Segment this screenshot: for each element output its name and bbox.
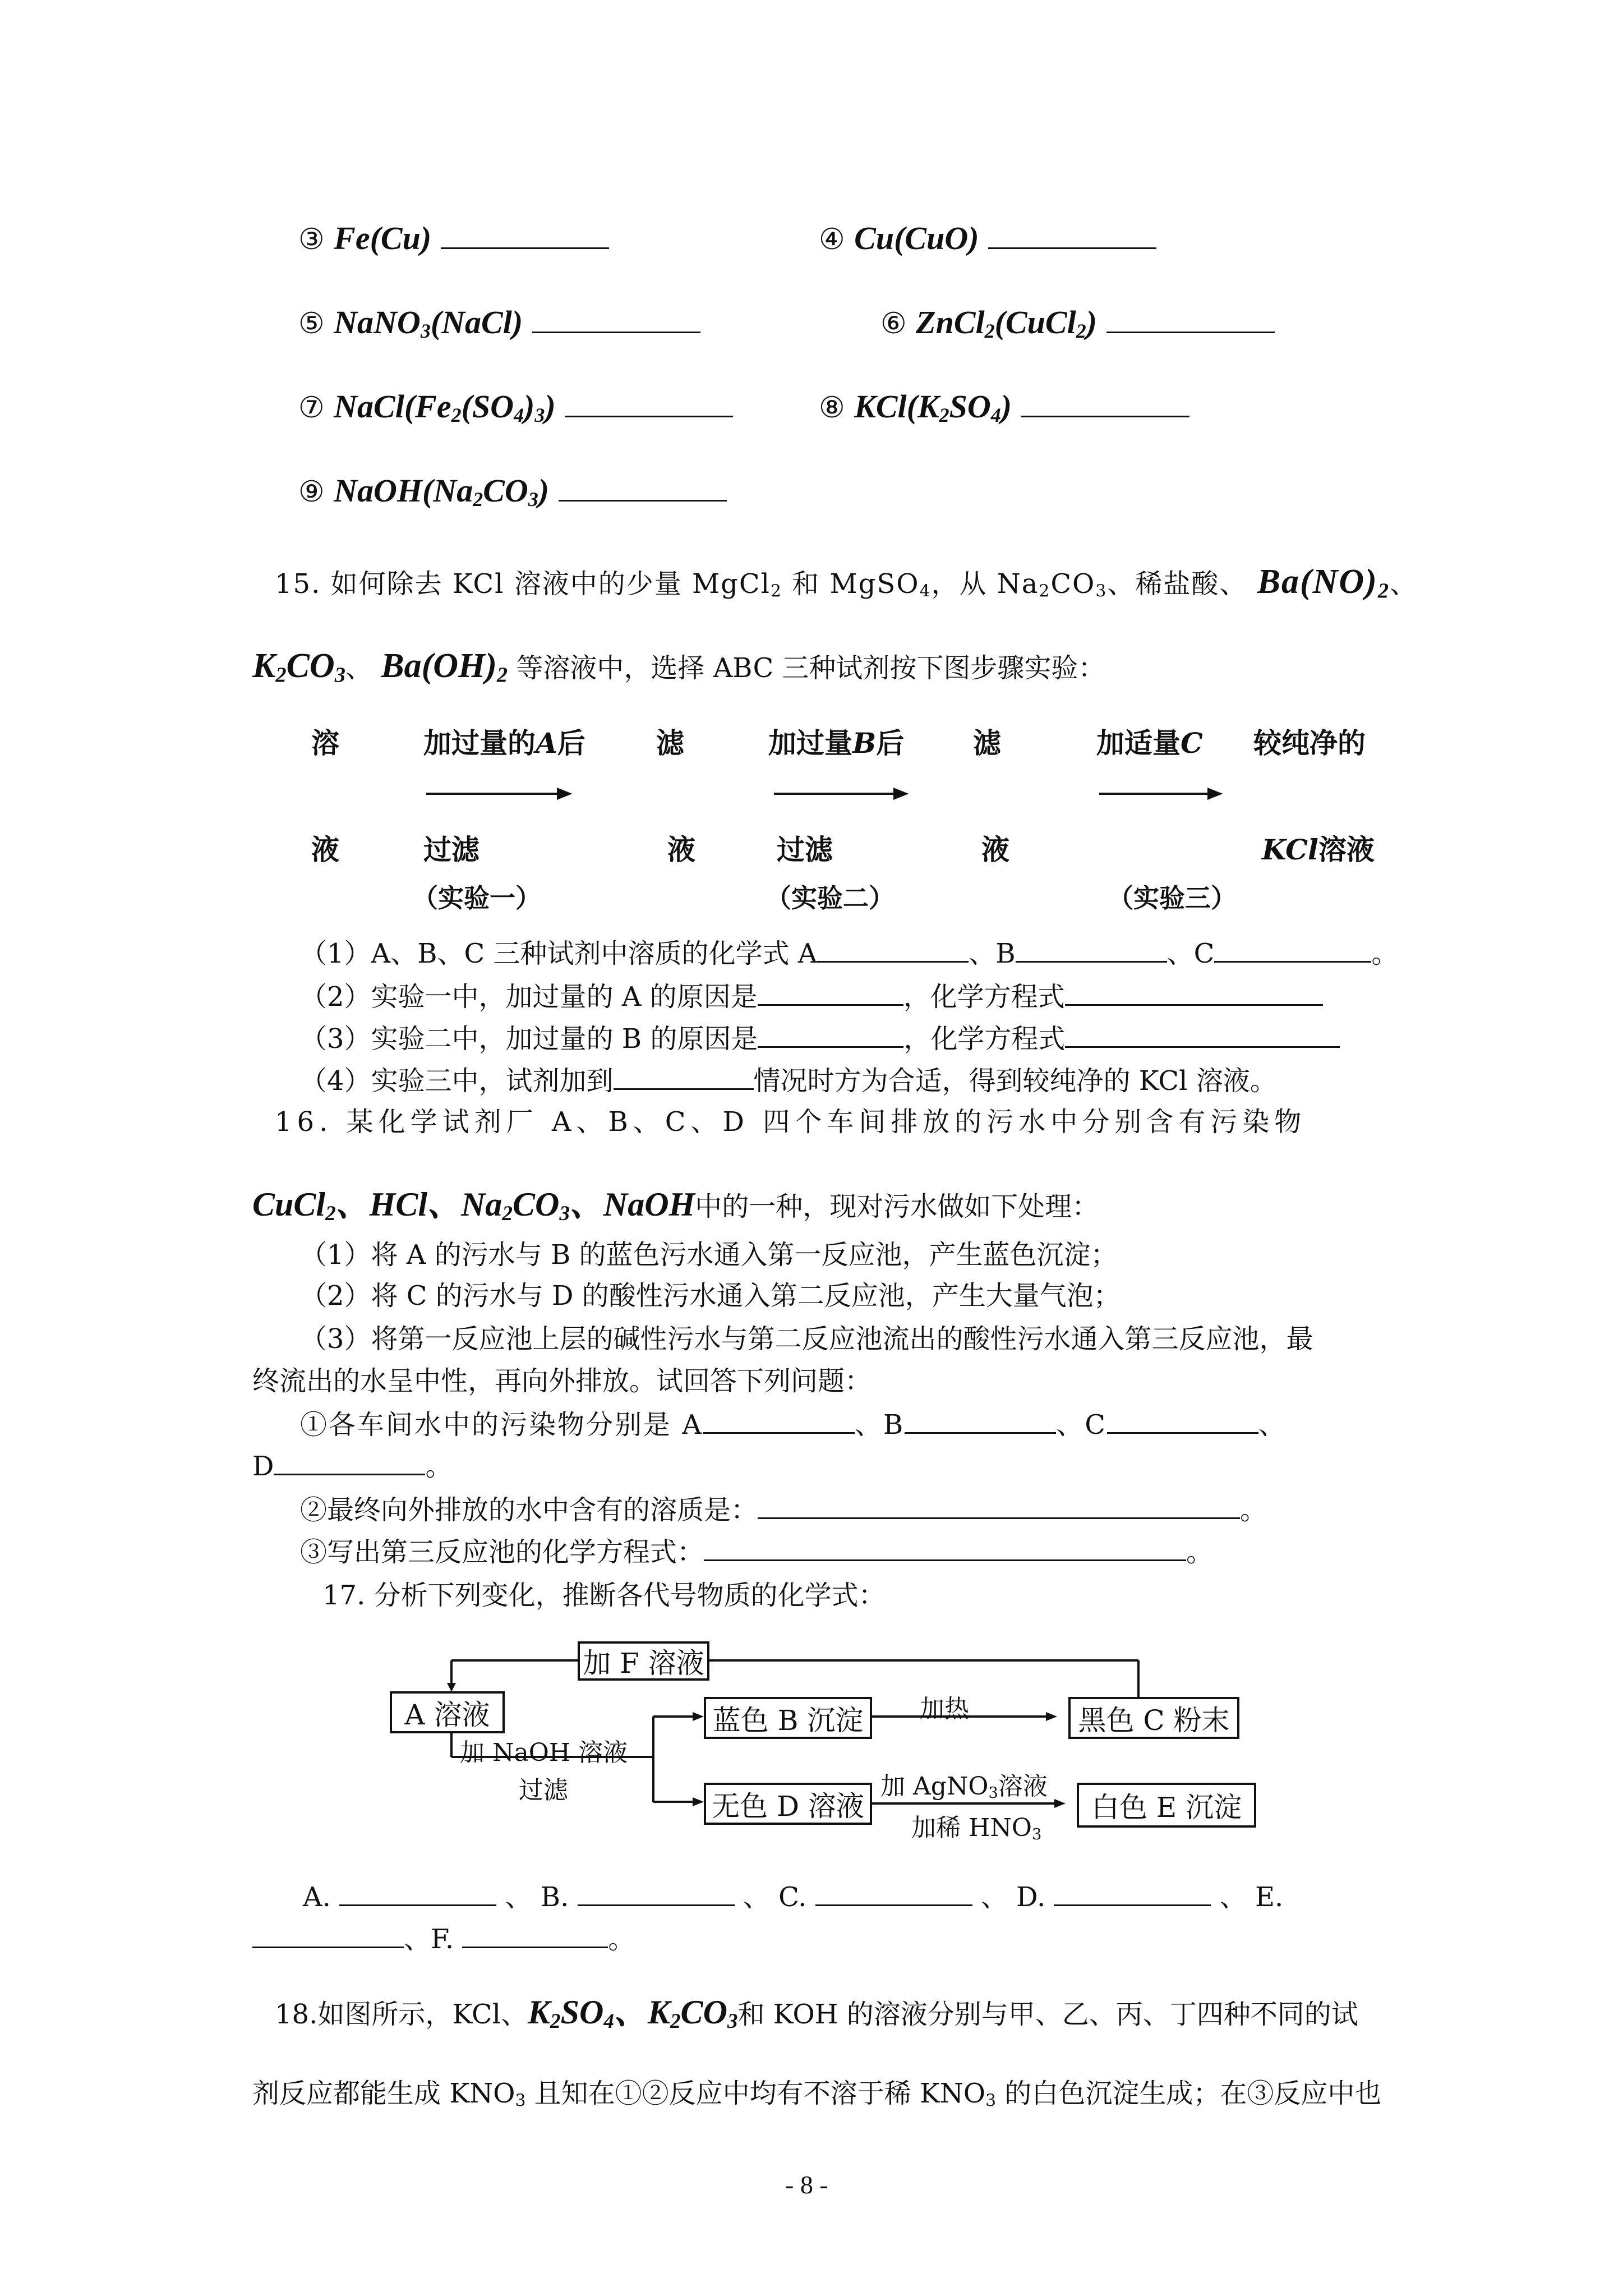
q14-item-5: ⑤ NaNO$_3$(NaCl) — [298, 303, 700, 351]
flow-exp-1: （实验一） — [412, 883, 541, 913]
flow-step-a: 加过量的A后 — [423, 726, 585, 760]
q17-box-c: 黑色 C 粉末 — [1068, 1697, 1239, 1739]
q14-item-4: ④ Cu(CuO) — [819, 219, 1156, 259]
q17-label-filter: 过滤 — [519, 1776, 568, 1805]
page-number: - 8 - — [785, 2170, 828, 2199]
q16-answer-2: ②最终向外排放的水中含有的溶质是： 。 — [300, 1494, 1267, 1526]
q17-answers-2: 、F. 。 — [252, 1921, 635, 1957]
q14-item-8: ⑧ $KCl(K_2SO_4)$ — [819, 387, 1189, 435]
flow-step-b: 加过量B后 — [768, 726, 905, 760]
q17-label-agno3: 加 AgNO$_3$溶液 — [880, 1772, 1048, 1802]
flow-solution-1: 溶 — [311, 726, 339, 760]
q15-sub-2: （2）实验一中，加过量的 A 的原因是 ，化学方程式 — [300, 979, 1323, 1015]
q16-line-2: CuCl$_2$、HCl、$Na_2CO_3$、NaOH中的一种，现对污水做如下处理： — [252, 1186, 1099, 1226]
flow-filtrate-2: 滤 — [973, 726, 1001, 760]
q14-item-7: ⑦ $NaCl(Fe_2(SO_4)_3)$ — [298, 387, 733, 435]
q15-sub-1: （1）A、B、C 三种试剂中溶质的化学式 A 、B 、C 。 — [300, 938, 1399, 969]
q18-line-1: 18.如图所示，KCl、$K_2SO_4$、$K_2CO_3$和 KOH 的溶液分别与甲、乙、丙、丁四种不同的试 — [275, 1994, 1358, 2033]
q17-label-hno3: 加稀 $HNO_3$ — [911, 1814, 1042, 1843]
q17-box-b: 蓝色 B 沉淀 — [704, 1697, 872, 1739]
q14-item-9: ⑨ $NaOH(Na_2CO_3)$ — [298, 471, 727, 519]
flow-result-top: 较纯净的 — [1253, 726, 1366, 760]
q15-sub-3: （3）实验二中，加过量的 B 的原因是 ，化学方程式 — [300, 1021, 1340, 1057]
flow-filter-2: 过滤 — [777, 833, 833, 866]
flow-filtrate-1: 滤 — [656, 726, 684, 760]
flow-exp-3: （实验三） — [1108, 883, 1237, 913]
q16-process-3: （3）将第一反应池上层的碱性污水与第二反应池流出的酸性污水通入第三反应池，最 — [300, 1323, 1313, 1355]
q17-box-f: 加 F 溶液 — [578, 1641, 709, 1681]
q14-item-6: ⑥ ZnCl$_2$(CuCl$_2$) — [880, 303, 1275, 351]
q17-label-naoh: 加 NaOH 溶液 — [460, 1738, 628, 1767]
flow-arrows — [415, 783, 1256, 805]
q17-box-e: 白色 E 沉淀 — [1077, 1783, 1256, 1828]
flow-step-c: 加适量C — [1096, 726, 1203, 760]
q16-answer-1: ①各车间水中的污染物分别是 A 、B 、C 、 — [300, 1409, 1287, 1441]
q15-line-1: 15. 如何除去 KCl 溶液中的少量 MgCl$_2$ 和 MgSO$_4$，从 $Na_2CO_3$、稀盐酸、 $Ba(NO)_2$、 — [275, 563, 1418, 603]
q17-label-heat: 加热 — [920, 1695, 969, 1723]
flow-exp-2: （实验二） — [766, 883, 895, 913]
flow-result-bottom: KCl溶液 — [1262, 833, 1375, 866]
q15-sub-4: （4）实验三中，试剂加到 情况时方为合适，得到较纯净的 KCl 溶液。 — [300, 1065, 1277, 1097]
q16-answer-1b: D 。 — [252, 1451, 453, 1482]
q17-title: 17. 分析下列变化，推断各代号物质的化学式： — [322, 1580, 886, 1611]
q17-box-a: A 溶液 — [390, 1691, 505, 1733]
q16-process-2: （2）将 C 的污水与 D 的酸性污水通入第二反应池，产生大量气泡； — [300, 1280, 1121, 1312]
flow-filtrate-1b: 液 — [667, 833, 695, 866]
q17-box-d: 无色 D 溶液 — [704, 1783, 872, 1825]
q16-process-1: （1）将 A 的污水与 B 的蓝色污水通入第一反应池，产生蓝色沉淀； — [300, 1239, 1118, 1271]
q15-line-2: $K_2CO_3$、 $Ba(OH)_2$ 等溶液中，选择 ABC 三种试剂按下图步骤实验： — [252, 647, 1105, 687]
q16-process-3b: 终流出的水呈中性，再向外排放。试回答下列问题： — [252, 1365, 872, 1397]
flow-filtrate-2b: 液 — [981, 833, 1009, 866]
flow-solution-2: 液 — [311, 833, 339, 866]
q14-item-3: ③ Fe(Cu) — [298, 219, 609, 259]
q16-answer-3: ③写出第三反应池的化学方程式： 。 — [300, 1536, 1214, 1568]
q17-answers-1: A. 、 B. 、 C. 、 D. 、 E. — [303, 1881, 1284, 1913]
q18-line-2: 剂反应都能生成 $KNO_3$ 且知在①②反应中均有不溶于稀 $KNO_3$ 的白色沉淀生成；在③反应中也 — [252, 2078, 1382, 2111]
flow-filter-1: 过滤 — [423, 833, 479, 866]
q16-line-1: 16. 某化学试剂厂 A、B、C、D 四个车间排放的污水中分别含有污染物 — [275, 1106, 1307, 1138]
